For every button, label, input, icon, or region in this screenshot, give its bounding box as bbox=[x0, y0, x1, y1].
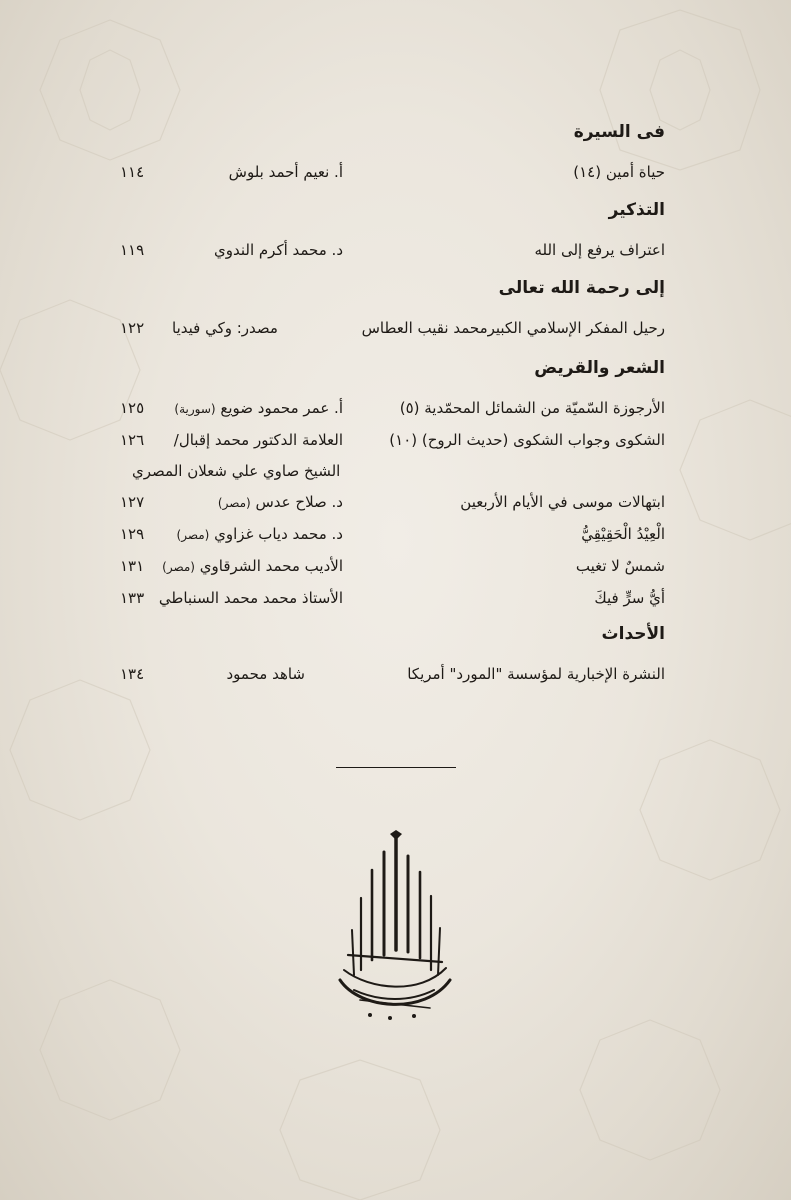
toc-section bbox=[120, 344, 665, 614]
toc-entry bbox=[120, 234, 665, 266]
entry-title: الأرجوزة السّميّة من الشمائل المحمّدية (٥) bbox=[399, 399, 665, 417]
toc-section bbox=[120, 614, 665, 690]
entry-author-second-line: الشيخ صاوي علي شعلان المصري bbox=[132, 462, 341, 480]
entry-page-number: ١٢٩ bbox=[120, 525, 145, 543]
entry-title: ابتهالات موسى في الأيام الأربعين bbox=[460, 493, 665, 511]
entry-page-number: ١٢٥ bbox=[120, 399, 145, 417]
author-country: (مصر) bbox=[176, 528, 210, 542]
entry-author: مصدر: وكي فيديا bbox=[172, 319, 278, 337]
entry-author bbox=[162, 550, 343, 583]
entry-title: اعتراف يرفع إلى الله bbox=[534, 241, 665, 259]
entry-author: أ. نعيم أحمد بلوش bbox=[228, 163, 343, 181]
section-title: الشعر والقريض bbox=[534, 358, 665, 378]
entry-author: شاهد محمود bbox=[226, 665, 305, 683]
entry-author bbox=[174, 392, 343, 425]
toc-entry bbox=[120, 550, 665, 582]
section-title: فى السيرة bbox=[573, 122, 665, 142]
entry-title: أيُّ سرٍّ فيكَ bbox=[594, 589, 665, 607]
entry-author: العلامة الدكتور محمد إقبال/ bbox=[173, 431, 343, 449]
toc-entry bbox=[120, 486, 665, 518]
author-name: د. محمد دياب غزاوي bbox=[214, 525, 343, 543]
entry-author bbox=[177, 518, 343, 551]
toc-entry bbox=[120, 156, 665, 188]
author-country: (سورية) bbox=[174, 402, 216, 416]
table-of-contents bbox=[120, 112, 665, 690]
entry-title: شمسٌ لا تغيب bbox=[575, 557, 665, 575]
entry-title: رحيل المفكر الإسلامي الكبيرمحمد نقيب العطاس bbox=[361, 319, 665, 337]
entry-page-number: ١٣٣ bbox=[120, 589, 145, 607]
toc-entry bbox=[120, 582, 665, 614]
entry-page-number: ١٢٢ bbox=[120, 319, 145, 337]
author-country: (مصر) bbox=[162, 560, 195, 574]
entry-page-number: ١١٩ bbox=[120, 241, 145, 259]
toc-entry bbox=[120, 312, 665, 344]
author-name: أ. عمر محمود ضويع bbox=[220, 399, 343, 417]
entry-page-number: ١٢٦ bbox=[120, 431, 145, 449]
entry-page-number: ١٣٤ bbox=[120, 665, 145, 683]
author-name: الأديب محمد الشرقاوي bbox=[199, 557, 343, 575]
entry-title: النشرة الإخبارية لمؤسسة "المورد" أمريكا bbox=[407, 665, 665, 683]
section-title: التذكير bbox=[608, 200, 665, 220]
author-country: (مصر) bbox=[217, 496, 251, 510]
toc-section bbox=[120, 112, 665, 188]
entry-title: الشكوى وجواب الشكوى (حديث الروح) (١٠) bbox=[389, 431, 665, 449]
toc-entry bbox=[120, 424, 665, 456]
entry-title: الْعِيْدُ الْحَقِيْقِيُّ bbox=[581, 525, 665, 543]
entry-page-number: ١١٤ bbox=[120, 163, 145, 181]
section-title: الأحداث bbox=[601, 624, 665, 644]
toc-entry bbox=[120, 518, 665, 550]
author-name: د. صلاح عدس bbox=[255, 493, 343, 511]
toc-section bbox=[120, 266, 665, 344]
divider-rule bbox=[336, 767, 456, 768]
toc-entry bbox=[120, 392, 665, 424]
entry-title: حياة أمين (١٤) bbox=[573, 163, 665, 181]
section-title: إلى رحمة الله تعالى bbox=[498, 278, 665, 298]
basmala-calligraphy-icon bbox=[330, 830, 460, 1025]
entry-page-number: ١٢٧ bbox=[120, 493, 145, 511]
toc-entry bbox=[120, 658, 665, 690]
entry-author: الأستاذ محمد محمد السنباطي bbox=[158, 589, 343, 607]
entry-author-continuation bbox=[120, 456, 665, 486]
entry-author: د. محمد أكرم الندوي bbox=[213, 241, 343, 259]
toc-section bbox=[120, 188, 665, 266]
entry-author bbox=[218, 486, 343, 519]
entry-page-number: ١٣١ bbox=[120, 557, 145, 575]
